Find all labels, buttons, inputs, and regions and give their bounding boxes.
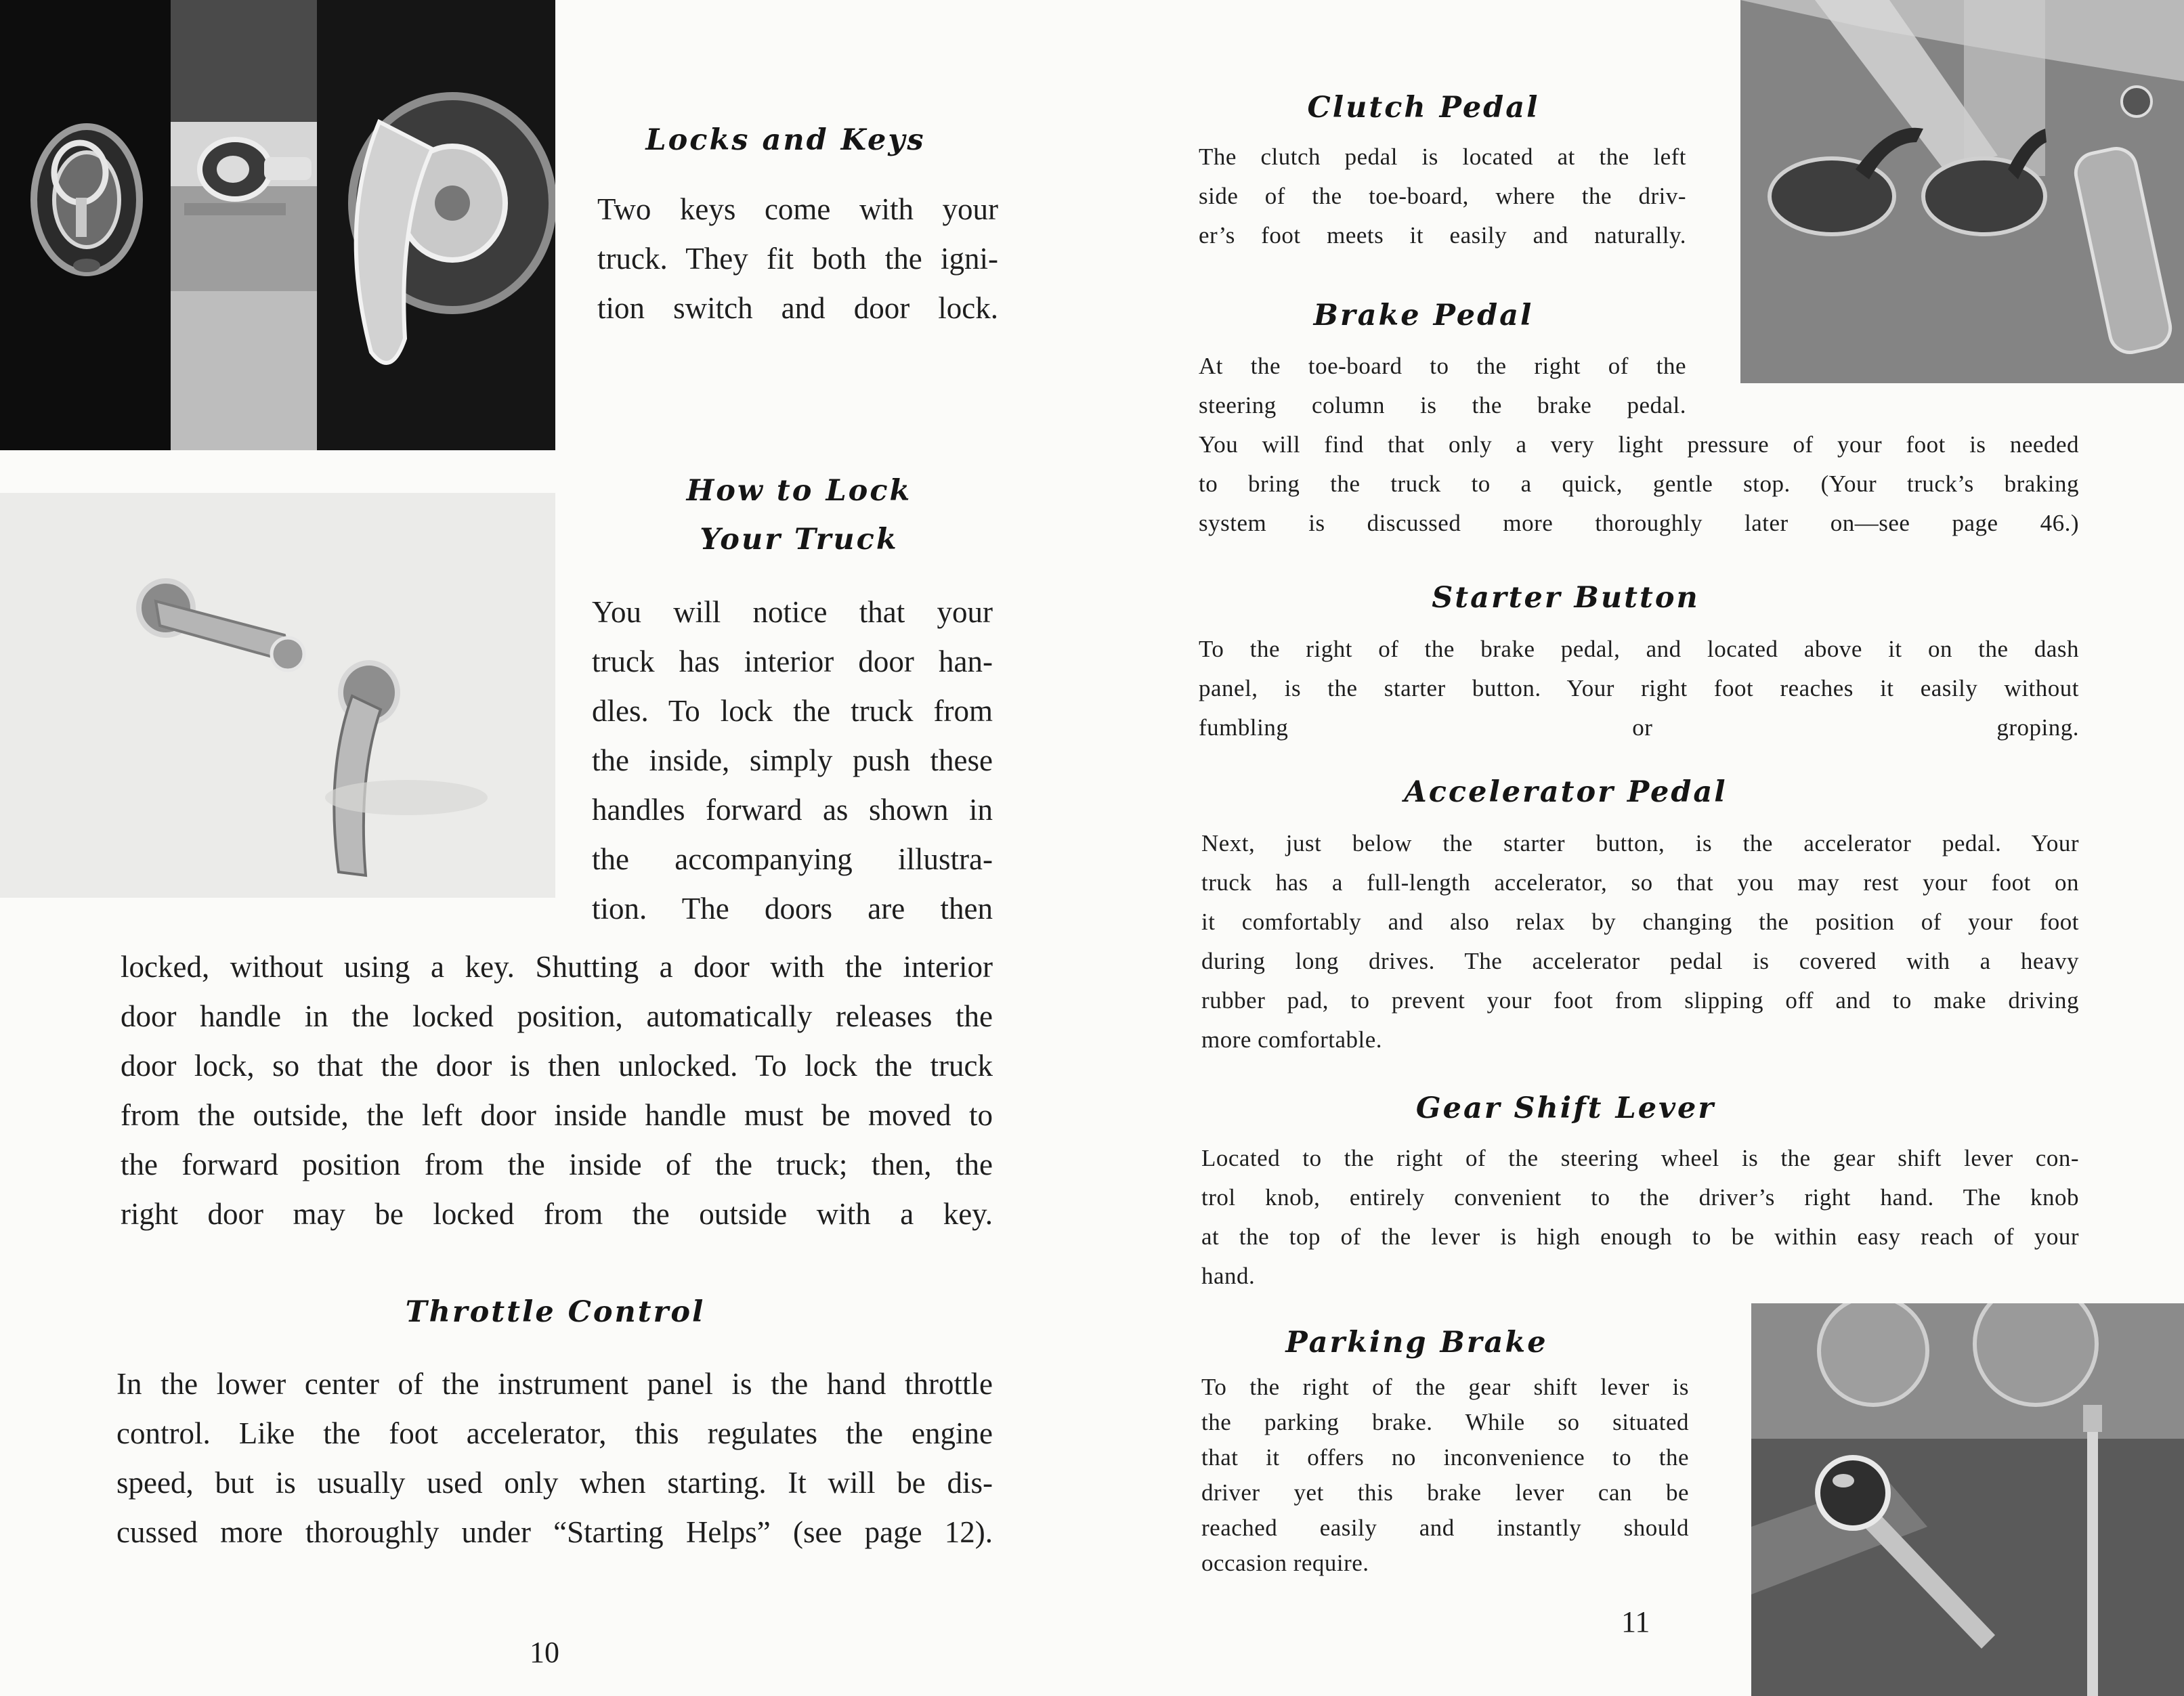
text-line: handles forward as shown in	[592, 793, 993, 827]
interior-door-handles-photo	[0, 493, 555, 898]
text-line: door lock, so that the door is then unlocked. To lock the truck	[121, 1049, 993, 1083]
parking-brake-photo	[1751, 1303, 2184, 1696]
accelerator-pedal-text	[1201, 824, 2079, 1060]
starter-button-heading: Starter Button	[1432, 581, 1700, 615]
text-line: driver yet this brake lever can be	[1201, 1479, 1689, 1506]
how-to-lock-wide-text	[121, 942, 993, 1239]
text-line: cussed more thoroughly under “Starting Helps” (see page 12).	[116, 1515, 993, 1549]
how-to-lock-narrow-text	[592, 588, 993, 934]
text-line: that it offers no inconvenience to the	[1201, 1444, 1689, 1471]
text-line: to bring the truck to a quick, gentle stop. (Your truck’s braking	[1199, 471, 2079, 497]
clutch-pedal-text	[1199, 137, 1686, 255]
brake-pedal-narrow-text	[1199, 347, 1686, 425]
text-line: Two keys come with your	[597, 192, 998, 226]
text-line: occasion require.	[1201, 1550, 1369, 1576]
text-line: er’s foot meets it easily and naturally.	[1199, 222, 1686, 248]
text-line: panel, is the starter button. Your right foot reaches it easily without	[1199, 675, 2079, 701]
text-line: the forward position from the inside of the truck; then, the	[121, 1148, 993, 1181]
accelerator-pedal-heading: Accelerator Pedal	[1404, 775, 1728, 809]
text-line: speed, but is usually used only when starting. It will be dis-	[116, 1466, 993, 1500]
right-page	[1092, 0, 2184, 1696]
text-line: door handle in the locked position, automatically releases the	[121, 999, 993, 1033]
text-line: The clutch pedal is located at the left	[1199, 144, 1686, 170]
text-line: Located to the right of the steering wheel is the gear shift lever con-	[1201, 1145, 2079, 1171]
starter-button-text	[1199, 630, 2079, 747]
text-line: at the top of the lever is high enough to be within easy reach of your	[1201, 1223, 2079, 1250]
text-line: right door may be locked from the outside with a key.	[121, 1197, 993, 1231]
locks-and-keys-heading: Locks and Keys	[645, 123, 926, 157]
locks-and-keys-text	[597, 185, 998, 333]
text-line: To the right of the gear shift lever is	[1201, 1374, 1689, 1400]
text-line: side of the toe-board, where the driv-	[1199, 183, 1686, 209]
how-to-lock-heading-line2: Your Truck	[700, 523, 899, 557]
clutch-pedal-heading: Clutch Pedal	[1307, 91, 1540, 125]
text-line: reached easily and instantly should	[1201, 1515, 1689, 1541]
text-line: the inside, simply push these	[592, 743, 993, 777]
text-line: truck has interior door han-	[592, 645, 993, 678]
text-line: Next, just below the starter button, is the accelerator pedal. Your	[1201, 830, 2079, 856]
ignition-lock-photo	[0, 0, 175, 450]
text-line: more comfortable.	[1201, 1026, 1383, 1053]
gear-shift-lever-text	[1201, 1139, 2079, 1296]
text-line: tion switch and door lock.	[597, 291, 998, 325]
door-lock-key-photo	[171, 0, 321, 450]
text-line: trol knob, entirely convenient to the driver’s right hand. The knob	[1201, 1184, 2079, 1211]
door-handle-photo	[317, 0, 555, 450]
brake-pedal-heading: Brake Pedal	[1313, 299, 1534, 332]
parking-brake-text	[1201, 1370, 1689, 1581]
text-line: fumbling or groping.	[1199, 714, 2079, 741]
text-line: steering column is the brake pedal.	[1199, 392, 1686, 418]
text-line: it comfortably and also relax by changing the position of your foot	[1201, 909, 2079, 935]
text-line: system is discussed more thoroughly later on—see page 46.)	[1199, 510, 2079, 536]
text-line: truck. They fit both the igni-	[597, 242, 998, 276]
page-number: 11	[1621, 1605, 1650, 1638]
text-line: from the outside, the left door inside handle must be moved to	[121, 1098, 993, 1132]
text-line: hand.	[1201, 1263, 1256, 1289]
gear-shift-lever-heading: Gear Shift Lever	[1415, 1091, 1716, 1125]
text-line: truck has a full-length accelerator, so that you may rest your foot on	[1201, 869, 2079, 896]
text-line: To the right of the brake pedal, and located above it on the dash	[1199, 636, 2079, 662]
pedals-photo	[1740, 0, 2184, 383]
text-line: tion. The doors are then	[592, 892, 993, 926]
text-line: You will find that only a very light pressure of your foot is needed	[1199, 431, 2079, 458]
text-line: the accompanying illustra-	[592, 842, 993, 876]
text-line: rubber pad, to prevent your foot from slipping off and to make driving	[1201, 987, 2079, 1014]
text-line: dles. To lock the truck from	[592, 694, 993, 728]
text-line: control. Like the foot accelerator, this regulates the engine	[116, 1416, 993, 1450]
text-line: You will notice that your	[592, 595, 993, 629]
text-line: At the toe-board to the right of the	[1199, 353, 1686, 379]
parking-brake-heading: Parking Brake	[1285, 1326, 1548, 1360]
text-line: locked, without using a key. Shutting a door with the interior	[121, 950, 993, 984]
text-line: In the lower center of the instrument panel is the hand throttle	[116, 1367, 993, 1401]
how-to-lock-heading-line1: How to Lock	[686, 474, 912, 508]
page-number: 10	[530, 1636, 559, 1669]
brake-pedal-wide-text	[1199, 425, 2079, 543]
text-line: the parking brake. While so situated	[1201, 1409, 1689, 1435]
throttle-control-text	[116, 1360, 993, 1557]
throttle-control-heading: Throttle Control	[405, 1295, 706, 1329]
text-line: during long drives. The accelerator pedal is covered with a heavy	[1201, 948, 2079, 974]
